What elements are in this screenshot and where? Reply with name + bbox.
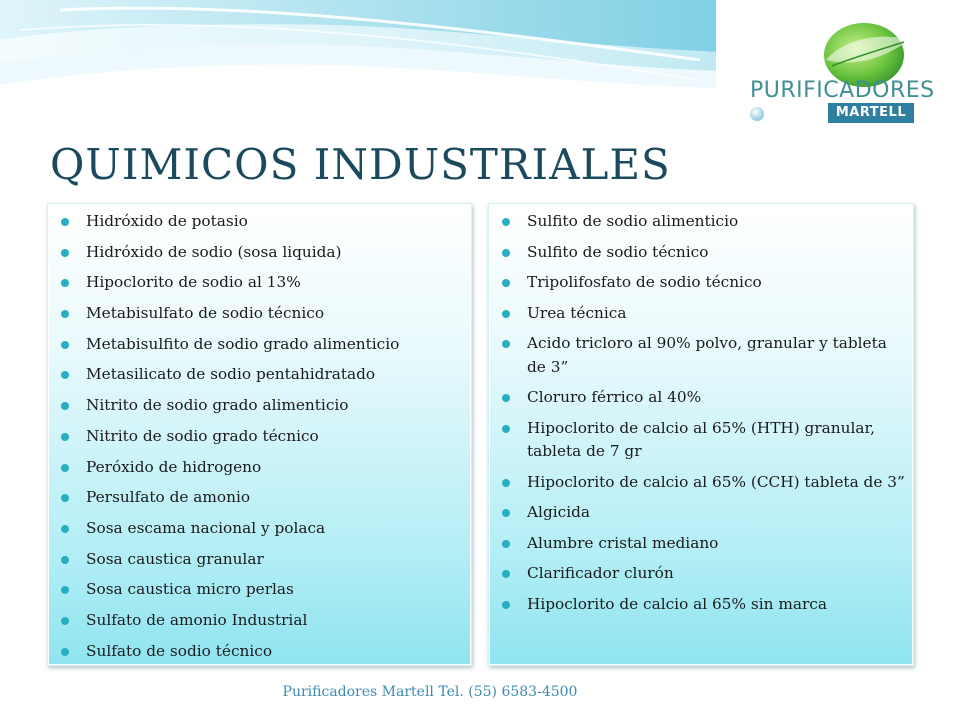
bullet-icon: [502, 279, 510, 287]
list-item-text: Sosa caustica granular: [86, 549, 264, 568]
list-item-text: Metasilicato de sodio pentahidratado: [86, 365, 376, 384]
list-item-text: Hipoclorito de calcio al 65% (CCH) tableta de 3”: [527, 472, 905, 491]
list-item-text: Hipoclorito de calcio al 65% (HTH) granular, tableta de 7 gr: [527, 418, 875, 460]
list-item-text: Peróxido de hidrogeno: [86, 457, 262, 476]
bullet-icon: [61, 464, 69, 472]
list-item: [489, 302, 905, 326]
list-item-text: Sulfito de sodio alimenticio: [527, 212, 739, 230]
list-item: [48, 271, 463, 294]
list-item: [489, 471, 905, 495]
bullet-icon: [61, 556, 69, 564]
list-item-text: Sosa caustica micro perlas: [86, 580, 294, 599]
logo-wordmark: PURIFICADORES: [750, 78, 935, 103]
bullet-icon: [61, 648, 69, 656]
list-item-text: Cloruro férrico al 40%: [527, 388, 702, 406]
list-item: [48, 363, 463, 386]
list-item: [48, 241, 463, 264]
list-item: [48, 333, 463, 356]
slide-title: QUIMICOS INDUSTRIALES: [50, 140, 671, 189]
bullet-icon: [502, 340, 510, 348]
list-item-text: Hipoclorito de sodio al 13%: [86, 273, 301, 292]
list-item: [48, 394, 463, 417]
list-item: [48, 210, 463, 233]
bullet-icon: [61, 249, 69, 257]
list-item-text: Hidróxido de sodio (sosa liquida): [86, 242, 342, 261]
bullet-icon: [61, 525, 69, 533]
list-item-text: Persulfato de amonio: [86, 488, 251, 507]
list-item: [48, 302, 463, 325]
list-item-text: Sulfato de amonio Industrial: [86, 610, 308, 629]
list-item-text: Acido tricloro al 90% polvo, granular y tableta de 3”: [527, 334, 887, 376]
right-chemicals-panel: [488, 203, 914, 666]
bullet-icon: [502, 509, 510, 517]
logo-subwordmark: MARTELL: [828, 103, 914, 123]
company-logo: [716, 0, 960, 154]
list-item: [48, 640, 463, 663]
list-item: [489, 562, 905, 586]
list-item-text: Hidróxido de potasio: [86, 212, 248, 230]
list-item: [48, 609, 463, 632]
left-chemicals-panel: [47, 203, 472, 666]
slide-footer: Purificadores Martell Tel. (55) 6583-4500: [282, 684, 578, 700]
list-item-text: Sulfato de sodio técnico: [86, 641, 273, 660]
bullet-icon: [61, 402, 69, 410]
list-item-text: Metabisulfato de sodio técnico: [86, 304, 325, 323]
list-item-text: Urea técnica: [527, 303, 627, 322]
list-item: [48, 456, 463, 479]
list-item-text: Tripolifosfato de sodio técnico: [527, 273, 762, 291]
list-item-text: Sosa escama nacional y polaca: [86, 518, 326, 537]
list-item: [489, 417, 905, 464]
list-item: [489, 332, 905, 379]
bullet-icon: [61, 617, 69, 625]
bullet-icon: [502, 601, 510, 609]
bullet-icon: [502, 540, 510, 548]
list-item-text: Sulfito de sodio técnico: [527, 242, 709, 261]
list-item-text: Nitrito de sodio grado alimenticio: [86, 396, 349, 415]
bullet-icon: [502, 425, 510, 433]
bullet-icon: [502, 394, 510, 402]
list-item: [489, 532, 905, 556]
bullet-icon: [61, 279, 69, 287]
list-item: [489, 386, 905, 410]
list-item-text: Metabisulfito de sodio grado alimenticio: [86, 334, 400, 353]
right-chemicals-list: [489, 204, 913, 616]
bullet-icon: [502, 570, 510, 578]
bullet-icon: [61, 218, 69, 226]
bullet-icon: [61, 586, 69, 594]
list-item-text: Hipoclorito de calcio al 65% sin marca: [527, 594, 827, 613]
bullet-icon: [61, 310, 69, 318]
list-item: [48, 548, 463, 571]
bullet-icon: [502, 479, 510, 487]
list-item: [48, 486, 463, 509]
list-item: [48, 425, 463, 448]
list-item: [489, 271, 905, 295]
bullet-icon: [61, 433, 69, 441]
list-item-text: Algicida: [527, 503, 590, 521]
list-item: [48, 578, 463, 601]
left-chemicals-list: [48, 204, 471, 663]
list-item: [489, 241, 905, 265]
bullet-icon: [61, 371, 69, 379]
list-item-text: Nitrito de sodio grado técnico: [86, 426, 319, 445]
list-item: [48, 517, 463, 540]
list-item: [489, 593, 905, 617]
list-item-text: Clarificador clurón: [527, 564, 674, 582]
bullet-icon: [502, 218, 510, 226]
bullet-icon: [61, 341, 69, 349]
list-item-text: Alumbre cristal mediano: [527, 533, 719, 552]
list-item: [489, 210, 905, 234]
bullet-icon: [61, 494, 69, 502]
bullet-icon: [502, 310, 510, 318]
list-item: [489, 501, 905, 525]
bullet-icon: [502, 249, 510, 257]
